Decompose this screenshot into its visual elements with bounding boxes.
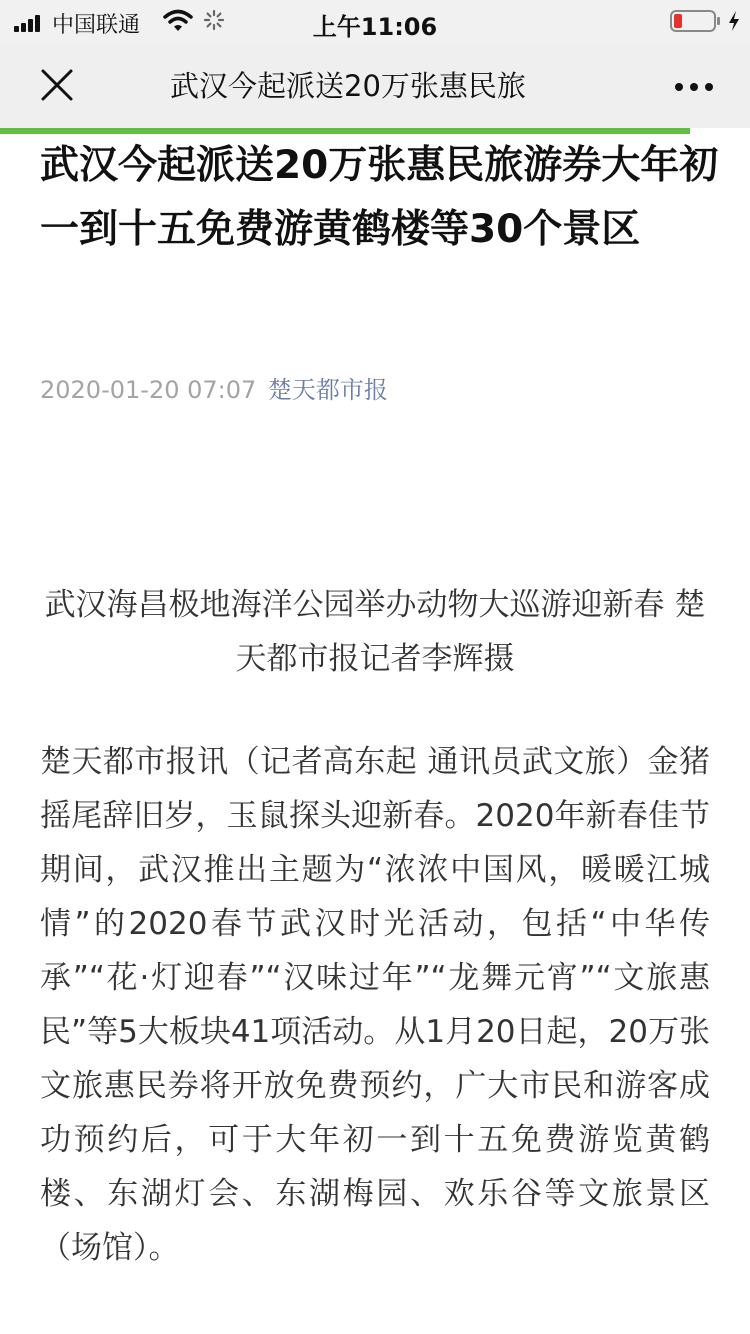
status-time: 上午11:06: [312, 13, 438, 41]
status-bar: [0, 0, 750, 44]
article-paragraph: 楚天都市报讯（记者高东起 通讯员武文旅）金猪摇尾辞旧岁，玉鼠探头迎新春。2020年新春佳节期间，武汉推出主题为“浓浓中国风，暖暖江城情”的2020春节武汉时光活动，包括“中华传承”“花·灯迎春”“汉味过年”“龙舞元宵”“文旅惠民”等5大板块41项活动。从1月20日起，20万张文旅惠民券将开放免费预约，广大市民和游客成功预约后，可于大年初一到十五免费游览黄鹤楼、东湖灯会、东湖梅园、欢乐谷等文旅景区（场馆）。: [40, 744, 710, 1266]
page-title: 武汉今起派送20万张惠民旅: [170, 69, 526, 103]
article-title: 武汉今起派送20万张惠民旅游券大年初一到十五免费游黄鹤楼等30个景区: [40, 143, 719, 252]
title-fade: [560, 44, 620, 128]
image-caption: 武汉海昌极地海洋公园举办动物大巡游迎新春 楚天都市报记者李辉摄: [44, 587, 706, 677]
charging-icon: [727, 10, 741, 32]
close-icon[interactable]: [40, 68, 74, 102]
battery-icon: [670, 10, 722, 32]
source-link[interactable]: 楚天都市报: [267, 376, 388, 404]
navigation-bar: [0, 44, 750, 128]
article-meta: [40, 370, 388, 405]
carrier-name: 中国联通: [52, 13, 141, 38]
more-icon[interactable]: [674, 82, 714, 92]
publish-date: 2020-01-20 07:07: [40, 376, 257, 404]
